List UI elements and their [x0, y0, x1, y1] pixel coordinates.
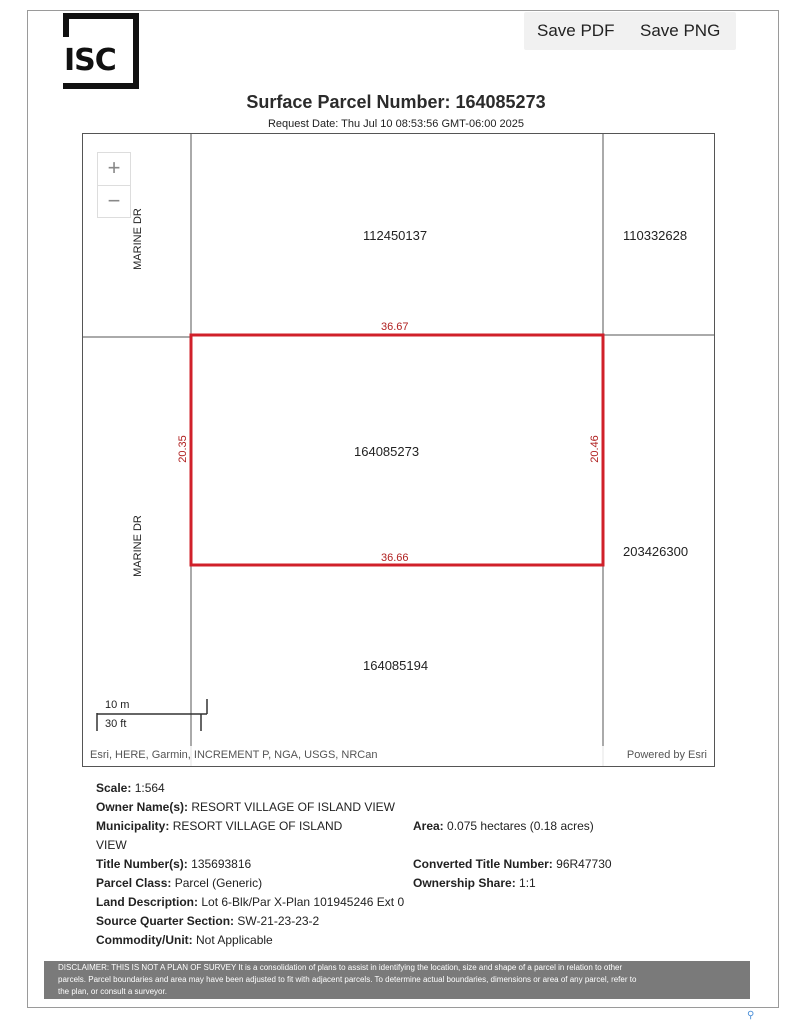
dimension-bottom: 36.66	[381, 552, 409, 564]
request-date: Request Date: Thu Jul 10 08:53:56 GMT-06:00 2025	[267, 118, 525, 130]
street-label: MARINE DR	[131, 515, 144, 577]
disclaimer-line: parcels. Parcel boundaries and area may have been adjusted to fit with adjacent parcels. To determine actual boundaries, dimensions or area of any parcel, refer to	[58, 975, 637, 984]
ownership-share-row	[413, 876, 536, 890]
location-pin-icon: ⚲	[747, 1010, 755, 1021]
powered-by-esri[interactable]: Powered by Esri	[626, 749, 707, 761]
disclaimer-box	[44, 961, 750, 999]
parcel-map[interactable]	[82, 133, 715, 767]
dimension-top: 36.67	[381, 321, 409, 333]
area-label: Area:	[413, 819, 444, 833]
owner-label: Owner Name(s):	[96, 800, 189, 814]
parcel-label: 110332628	[623, 228, 688, 243]
converted-title-value: 96R47730	[556, 857, 612, 871]
land-description-label: Land Description:	[96, 895, 199, 909]
municipality-value-cont: VIEW	[96, 838, 127, 852]
dimension-right: 20.46	[588, 435, 601, 463]
logo-border-right	[133, 13, 139, 89]
ownership-share-value: 1:1	[519, 876, 536, 890]
municipality-label: Municipality:	[96, 819, 170, 833]
logo-border-top	[63, 13, 139, 19]
parcel-class-row	[96, 876, 262, 890]
converted-title-label: Converted Title Number:	[413, 857, 553, 871]
commodity-value: Not Applicable	[196, 933, 273, 947]
scale-value: 1:564	[134, 781, 165, 795]
ownership-share-label: Ownership Share:	[413, 876, 516, 890]
parcel-label-subject: 164085273	[354, 444, 420, 459]
area-value: 0.075 hectares (0.18 acres)	[447, 819, 594, 833]
attribution-text: Esri, HERE, Garmin, INCREMENT P, NGA, USGS, NRCan	[90, 749, 378, 761]
area-row	[413, 819, 594, 833]
owner-row	[96, 800, 395, 814]
parcel-label: 112450137	[363, 228, 428, 243]
source-quarter-row	[96, 914, 319, 928]
disclaimer-line: DISCLAIMER: THIS IS NOT A PLAN OF SURVEY It is a consolidation of plans to assist in identifying the location, size and shape of a parcel in relation to other	[58, 963, 623, 972]
title-number-label: Title Number(s):	[96, 857, 188, 871]
commodity-row	[96, 933, 273, 947]
logo-text: ISC	[64, 43, 116, 78]
logo-border-bottom	[63, 83, 139, 89]
zoom-out-button[interactable]: −	[107, 188, 121, 213]
title-number-row	[96, 857, 251, 871]
municipality-row-cont	[96, 838, 127, 852]
source-quarter-value: SW-21-23-23-2	[237, 914, 320, 928]
scale-row	[96, 781, 165, 795]
map-attribution	[83, 746, 714, 766]
municipality-row	[96, 819, 342, 833]
save-png-button[interactable]: Save PNG	[640, 21, 721, 40]
zoom-control	[97, 152, 131, 218]
source-quarter-label: Source Quarter Section:	[96, 914, 235, 928]
export-button-group	[524, 12, 736, 50]
converted-title-row	[413, 857, 612, 871]
zoom-in-button[interactable]: +	[98, 153, 130, 186]
page-title: Surface Parcel Number: 164085273	[246, 92, 546, 112]
scale-label: Scale:	[96, 781, 132, 795]
commodity-label: Commodity/Unit:	[96, 933, 193, 947]
logo-border-left	[63, 13, 69, 37]
owner-value: RESORT VILLAGE OF ISLAND VIEW	[191, 800, 395, 814]
scalebar-metric-label: 10 m	[105, 699, 130, 711]
title-number-value: 135693816	[191, 857, 252, 871]
parcel-label: 203426300	[623, 544, 689, 559]
dimension-left: 20.35	[176, 435, 189, 463]
parcel-class-label: Parcel Class:	[96, 876, 172, 890]
scalebar-imperial-label: 30 ft	[105, 718, 127, 730]
save-pdf-button[interactable]: Save PDF	[537, 21, 615, 40]
land-description-row	[96, 895, 404, 909]
municipality-value: RESORT VILLAGE OF ISLAND	[172, 819, 343, 833]
disclaimer-line: the plan, or consult a surveyor.	[58, 987, 167, 996]
parcel-class-value: Parcel (Generic)	[174, 876, 263, 890]
street-label: MARINE DR	[131, 208, 144, 270]
land-description-value: Lot 6-Blk/Par X-Plan 101945246 Ext 0	[201, 895, 405, 909]
parcel-label: 164085194	[363, 658, 429, 673]
